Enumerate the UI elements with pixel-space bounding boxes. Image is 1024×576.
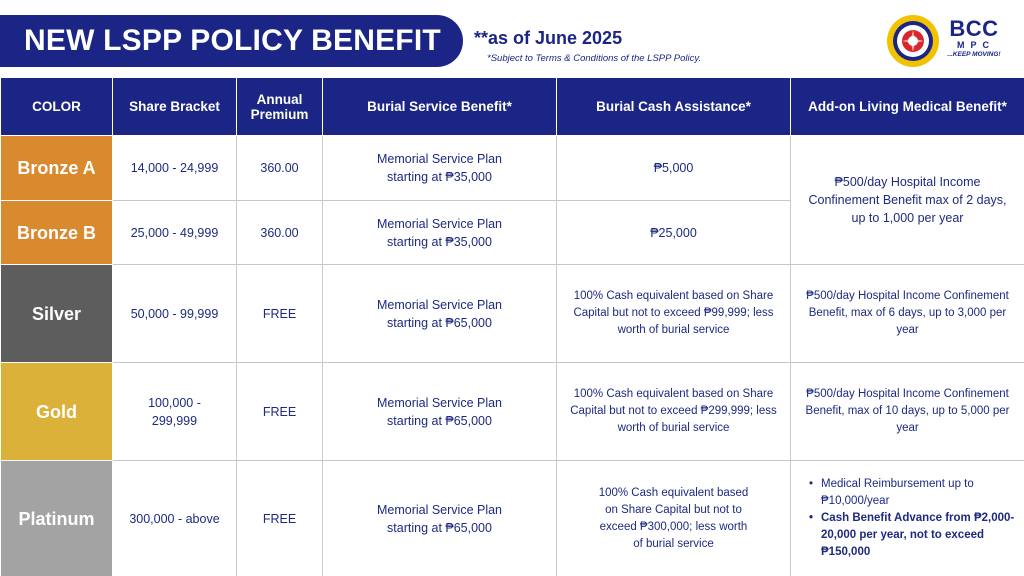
burial-cash-cell: 100% Cash equivalent based on Share Capital but not to exceed ₱99,999; less worth of burial service [557,265,791,363]
header-annual-premium [237,78,323,136]
share-bracket-text: 100,000 - 299,999 [148,395,201,428]
share-bracket-cell: 50,000 - 99,999 [113,265,237,363]
brand-tagline: ...KEEP MOVING! [947,51,1001,58]
burial-service-text: Memorial Service Plan starting at ₱65,000 [376,297,503,330]
list-item: • Cash Benefit Advance from ₱2,000-20,000 per year, not to exceed ₱150,000 [809,510,1016,561]
page-title: NEW LSPP POLICY BENEFIT [0,15,463,67]
header-burial-service: Burial Service Benefit* [323,78,557,136]
premium-cell: 360.00 [237,136,323,201]
benefit-table [0,77,1024,576]
premium-cell: FREE [237,461,323,576]
burial-service-cell [323,363,557,461]
brand-sub: MPC [957,40,995,50]
share-bracket-cell: 14,000 - 24,999 [113,136,237,201]
tier-platinum: Platinum [1,461,113,576]
tier-gold: Gold [1,363,113,461]
burial-service-cell [323,201,557,265]
terms-note: *Subject to Terms & Conditions of the LSPP Policy. [487,53,702,64]
brand-block [944,18,1004,60]
list-item: • Medical Reimbursement up to ₱10,000/year [809,476,1016,510]
medical-text: ₱500/day Hospital Income Confinement Benefit, max of 10 days, up to 5,000 per year [805,388,1010,434]
burial-service-cell [323,265,557,363]
share-bracket-cell: 25,000 - 49,999 [113,201,237,265]
bronze-medical-text: ₱500/day Hospital Income Confinement Benefit max of 2 days, up to 1,000 per year [808,175,1007,225]
burial-service-cell [323,136,557,201]
brand-name: BCC [949,16,999,41]
burial-cash-cell: ₱5,000 [557,136,791,201]
share-bracket-cell [113,363,237,461]
burial-service-text: Memorial Service Plan starting at ₱65,000 [376,502,503,535]
header-burial-cash: Burial Cash Assistance* [557,78,791,136]
medical-cell [791,363,1024,461]
cooperative-seal-logo-icon [886,14,940,68]
burial-service-cell [323,461,557,576]
bronze-medical-cell [791,136,1024,265]
medical-cell [791,265,1024,363]
tier-silver: Silver [1,265,113,363]
burial-cash-cell: ₱25,000 [557,201,791,265]
burial-cash-cell: 100% Cash equivalent based on Share Capital but not to exceed ₱299,999; less worth of burial service [557,363,791,461]
burial-service-text: Memorial Service Plan starting at ₱35,000 [376,152,503,184]
header-share-bracket: Share Bracket [113,78,237,136]
medical-cell [791,461,1024,576]
table-row [1,136,1024,201]
table-row [1,363,1024,461]
premium-cell: FREE [237,363,323,461]
table-row [1,265,1024,363]
tier-bronze-b: Bronze B [1,201,113,265]
table-header-row [1,78,1024,136]
premium-cell: 360.00 [237,201,323,265]
premium-cell: FREE [237,265,323,363]
burial-service-text: Memorial Service Plan starting at ₱35,000 [376,216,503,249]
table-row [1,461,1024,576]
medical-text: ₱500/day Hospital Income Confinement Benefit, max of 6 days, up to 3,000 per year [806,290,1009,336]
platinum-medical-list [799,476,1016,561]
burial-cash-cell [557,461,791,576]
as-of-date: **as of June 2025 [474,28,623,48]
share-bracket-cell: 300,000 - above [113,461,237,576]
burial-service-text: Memorial Service Plan starting at ₱65,000 [376,395,503,428]
header-color: COLOR [1,78,113,136]
header-annual-premium-label: Annual Premium [250,91,309,122]
header-addon-medical: Add-on Living Medical Benefit* [791,78,1024,136]
tier-bronze-a: Bronze A [1,136,113,201]
burial-cash-text: 100% Cash equivalent based on Share Capital but not to exceed ₱300,000; less worth of burial service [598,486,749,550]
